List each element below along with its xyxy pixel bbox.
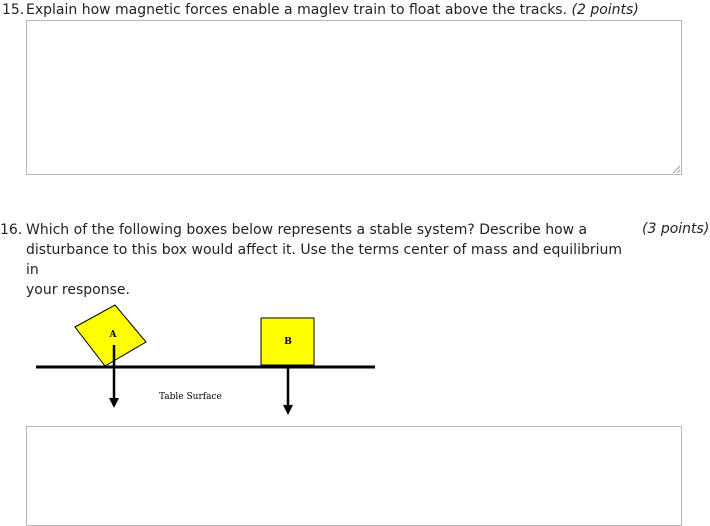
- stability-diagram: [30, 300, 390, 425]
- box-b-label: B: [284, 337, 292, 347]
- box-a-label: A: [109, 330, 117, 340]
- question-15-answer-field[interactable]: [26, 20, 682, 175]
- question-16-line-2: disturbance to this box would affect it. Use the terms center of mass and equilibrium in: [26, 242, 623, 278]
- question-15-text: Explain how magnetic forces enable a maglev train to float above the tracks.: [26, 2, 568, 18]
- question-16-number: 16.: [0, 222, 23, 238]
- resize-grip-icon[interactable]: [671, 164, 681, 174]
- box-a: [75, 305, 146, 366]
- gravity-arrow-b: [283, 368, 293, 415]
- question-15-number: 15.: [2, 2, 25, 18]
- question-15-points: (2 points): [571, 2, 639, 18]
- question-16-line-3: your response.: [26, 282, 130, 298]
- question-16-answer-field[interactable]: [26, 426, 682, 526]
- question-16-line-1: Which of the following boxes below represents a stable system? Describe how a: [26, 222, 588, 238]
- question-15-prompt: [26, 0, 686, 20]
- table-surface-label: Table Surface: [159, 392, 222, 402]
- box-b: [261, 318, 314, 365]
- question-16-prompt: [26, 220, 626, 300]
- question-16-points: (3 points): [642, 221, 710, 237]
